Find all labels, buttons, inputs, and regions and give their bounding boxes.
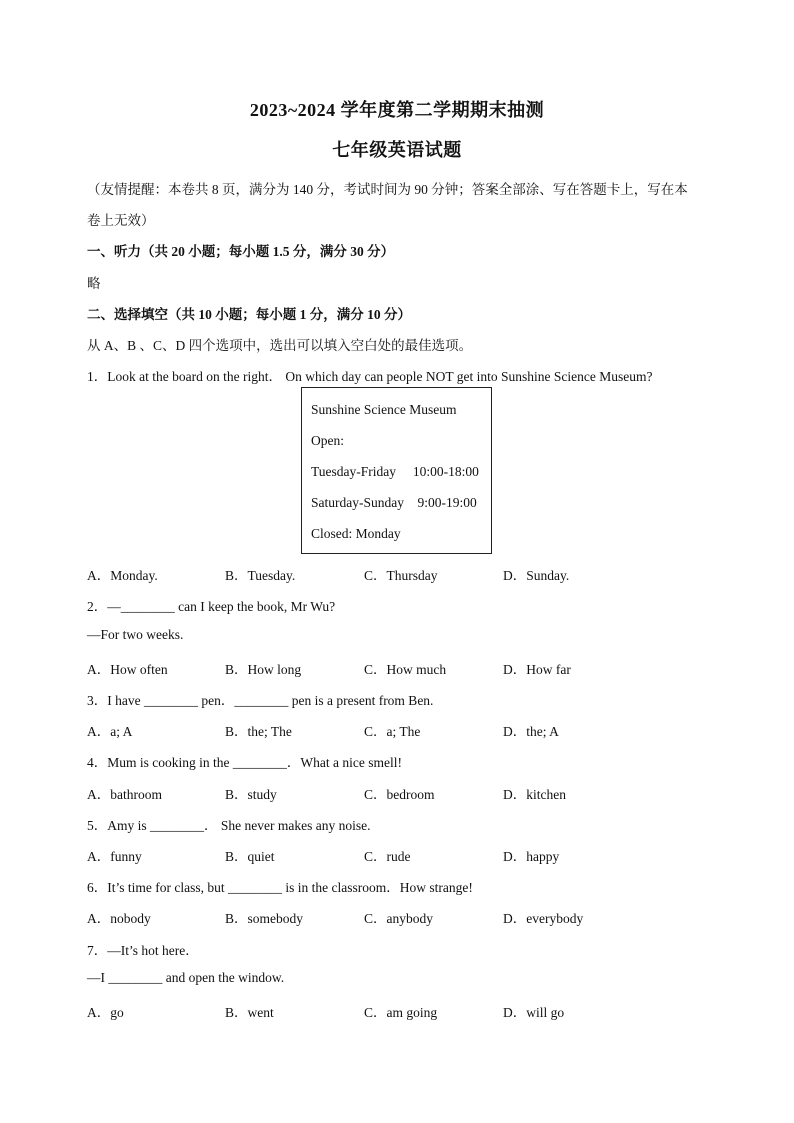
notice-line: Open: xyxy=(311,433,344,448)
notice-line: Tuesday-Friday 10:00-18:00 xyxy=(311,464,479,479)
question-3-option-a: A．a; A xyxy=(87,724,133,739)
question-1-option-b: B．Tuesday. xyxy=(225,568,296,583)
question-4-option-a: A．bathroom xyxy=(87,787,162,802)
museum-notice-board xyxy=(301,387,492,554)
question-2-option-a: A．How often xyxy=(87,662,168,677)
question-6-option-c: C．anybody xyxy=(364,911,433,926)
section-choice-direction: 从 A、B 、C、D 四个选项中，选出可以填入空白处的最佳选项。 xyxy=(87,338,473,353)
question-4-option-c: C．bedroom xyxy=(364,787,435,802)
question-5-option-c: C．rude xyxy=(364,849,411,864)
instructions-line-2: 卷上无效） xyxy=(87,213,155,228)
notice-line: Sunshine Science Museum xyxy=(311,402,457,417)
question-4-stem: 4．Mum is cooking in the ________．What a nice smell! xyxy=(87,755,402,770)
question-2-stem: 2．—________ can I keep the book, Mr Wu? xyxy=(87,599,336,614)
question-7-option-a: A．go xyxy=(87,1005,124,1020)
question-5-option-b: B．quiet xyxy=(225,849,275,864)
question-3-option-b: B．the; The xyxy=(225,724,292,739)
question-2-stem-reply: —For two weeks. xyxy=(87,627,184,642)
notice-line: Saturday-Sunday 9:00-19:00 xyxy=(311,495,477,510)
question-7-option-d: D．will go xyxy=(503,1005,565,1020)
question-2-option-c: C．How much xyxy=(364,662,447,677)
question-7-stem: 7．—It’s hot here． xyxy=(87,943,199,958)
question-7-option-c: C．am going xyxy=(364,1005,438,1020)
question-5-option-a: A．funny xyxy=(87,849,142,864)
question-2-option-d: D．How far xyxy=(503,662,571,677)
question-2-option-b: B．How long xyxy=(225,662,302,677)
question-1-stem: 1．Look at the board on the right． On which day can people NOT get into Sunshine Science Museum? xyxy=(87,369,653,384)
section-listening-note: 略 xyxy=(87,276,101,291)
question-3-option-c: C．a; The xyxy=(364,724,421,739)
section-listening-heading: 一、听力（共 20 小题；每小题 1.5 分，满分 30 分） xyxy=(87,244,395,259)
question-6-option-b: B．somebody xyxy=(225,911,304,926)
exam-subtitle: 七年级英语试题 xyxy=(332,140,462,160)
instructions-line-1: （友情提醒：本卷共 8 页，满分为 140 分，考试时间为 90 分钟；答案全部涂、写在答题卡上，写在本 xyxy=(87,182,688,197)
question-3-option-d: D．the; A xyxy=(503,724,559,739)
question-5-option-d: D．happy xyxy=(503,849,560,864)
question-5-stem: 5．Amy is ________． She never makes any noise. xyxy=(87,818,371,833)
question-1-option-d: D．Sunday. xyxy=(503,568,570,583)
question-1-option-a: A．Monday. xyxy=(87,568,158,583)
question-7-option-b: B．went xyxy=(225,1005,274,1020)
exam-title: 2023~2024 学年度第二学期期末抽测 xyxy=(249,100,545,120)
question-4-option-d: D．kitchen xyxy=(503,787,566,802)
question-1-option-c: C．Thursday xyxy=(364,568,438,583)
question-3-stem: 3．I have ________ pen．________ pen is a present from Ben. xyxy=(87,693,434,708)
question-4-option-b: B．study xyxy=(225,787,277,802)
section-choice-heading: 二、选择填空（共 10 小题；每小题 1 分，满分 10 分） xyxy=(87,307,411,322)
question-6-stem: 6．It’s time for class, but ________ is in the classroom．How strange! xyxy=(87,880,473,895)
question-7-stem-reply: —I ________ and open the window. xyxy=(87,970,285,985)
question-6-option-d: D．everybody xyxy=(503,911,584,926)
notice-line: Closed: Monday xyxy=(311,526,401,541)
question-6-option-a: A．nobody xyxy=(87,911,151,926)
